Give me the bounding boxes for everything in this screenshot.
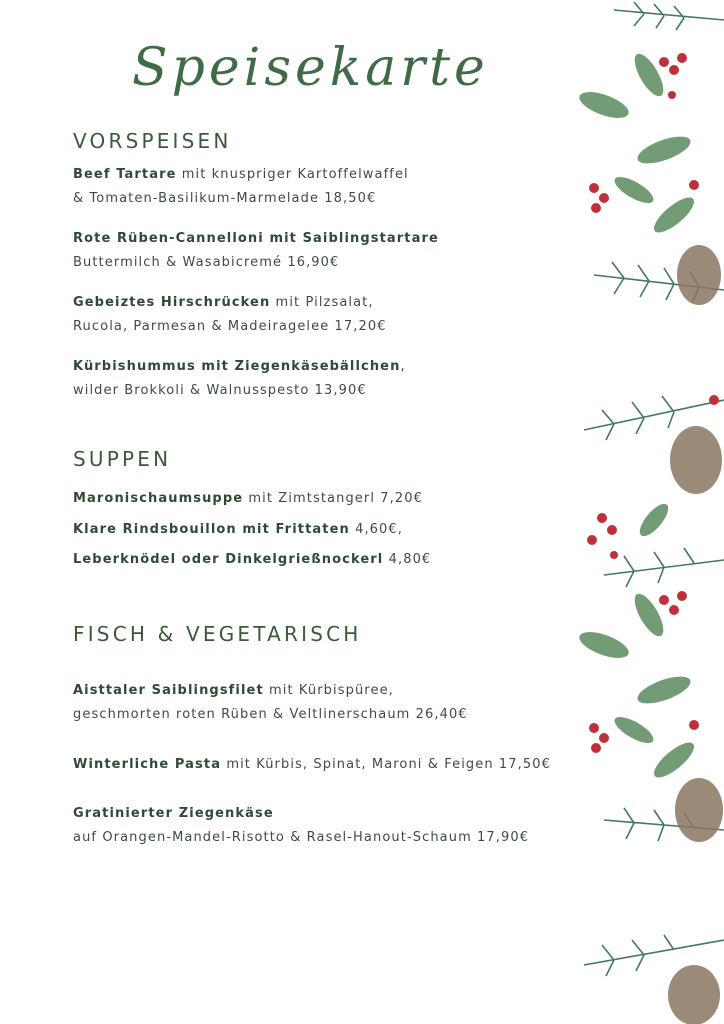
menu-item <box>73 487 423 511</box>
dish-name: Beef Tartare <box>73 167 177 182</box>
dish-name: Leberknödel oder Dinkelgrießnockerl <box>73 552 384 567</box>
menu-item <box>73 679 468 727</box>
dish-desc-line2: auf Orangen-Mandel-Risotto & Rasel-Hanout-Schaum 17,90€ <box>73 830 530 845</box>
section-heading-suppen: SUPPEN <box>73 447 172 471</box>
dish-name: Maronischaumsuppe <box>73 491 244 506</box>
dish-desc-line2: Buttermilch & Wasabicremé 16,90€ <box>73 255 340 270</box>
pinecone-icon <box>668 245 723 1024</box>
dish-desc: 4,60€, <box>349 522 404 537</box>
dish-name: Gratinierter Ziegenkäse <box>73 806 274 821</box>
section-heading-fisch-vegetarisch: FISCH & VEGETARISCH <box>73 622 362 646</box>
dish-name: Winterliche Pasta <box>73 757 222 772</box>
menu-item <box>73 518 403 542</box>
dish-desc-line2: Rucola, Parmesan & Madeiragelee 17,20€ <box>73 319 387 334</box>
dish-desc: mit Kürbispüree, <box>263 683 394 698</box>
dish-desc: mit knuspriger Kartoffelwaffel <box>176 167 409 182</box>
dish-desc-line2: & Tomaten-Basilikum-Marmelade 18,50€ <box>73 191 377 206</box>
dish-name: Aisttaler Saiblingsfilet <box>73 683 264 698</box>
dish-name: Gebeiztes Hirschrücken <box>73 295 271 310</box>
dish-name: Kürbishummus mit Ziegenkäsebällchen <box>73 359 401 374</box>
menu-item <box>73 355 406 403</box>
dish-desc: 4,80€ <box>383 552 432 567</box>
leaf-icon <box>576 50 699 783</box>
menu-item <box>73 753 551 777</box>
dish-desc: mit Kürbis, Spinat, Maroni & Feigen 17,50€ <box>221 757 552 772</box>
section-heading-vorspeisen: VORSPEISEN <box>73 129 232 153</box>
dish-name: Rote Rüben-Cannelloni mit Saiblingstartare <box>73 231 439 246</box>
dish-desc-line2: wilder Brokkoli & Walnusspesto 13,90€ <box>73 383 367 398</box>
menu-item <box>73 227 439 275</box>
dish-desc: mit Pilzsalat, <box>270 295 374 310</box>
dish-desc: , <box>400 359 406 374</box>
dish-desc: mit Zimtstangerl 7,20€ <box>243 491 424 506</box>
menu-item <box>73 291 387 339</box>
page-title: Speisekarte <box>132 38 489 98</box>
watercolor-garland-decoration <box>574 0 724 1024</box>
dish-desc-line2: geschmorten roten Rüben & Veltlinerschaum 26,40€ <box>73 707 468 722</box>
menu-item <box>73 548 431 572</box>
menu-item <box>73 802 529 850</box>
menu-item <box>73 163 409 211</box>
dish-name: Klare Rindsbouillon mit Frittaten <box>73 522 350 537</box>
